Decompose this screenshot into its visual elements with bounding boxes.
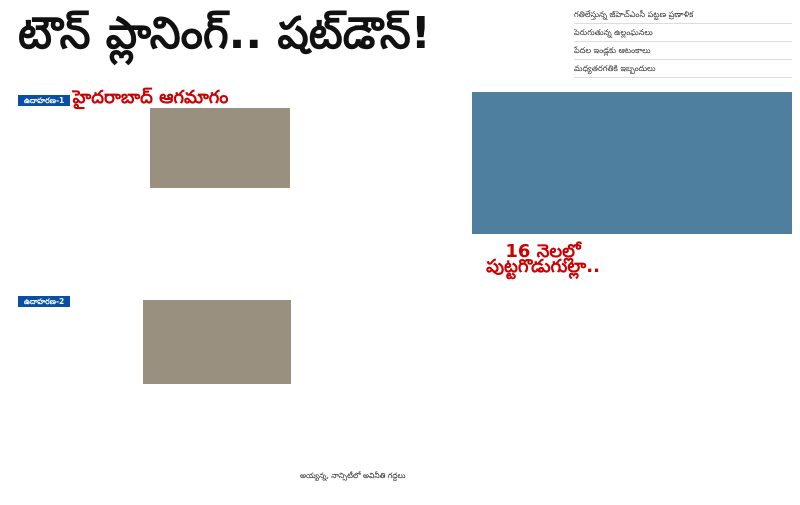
footer-note: అయ్యన్న, నాన్సిటీలో అవినీతి గద్దలు: [300, 471, 406, 480]
photo: [143, 300, 291, 384]
bullet-list: [574, 6, 792, 78]
bullet: పెరుగుతున్న ఉల్లంఘనలు: [574, 24, 792, 42]
subhead: 16 నెలల్లో పుట్టగొడుగుల్లా..: [486, 241, 600, 277]
example1: [18, 87, 288, 108]
photo: [150, 108, 290, 188]
photo: [472, 92, 792, 234]
bullet: గతిలేస్తున్న జీహెచ్‌ఎంసీ పట్టణ ప్రణాళిక: [574, 6, 792, 24]
example-tag: ఉదాహరణ-2: [18, 296, 70, 307]
city-title: హైదరాబాద్ ఆగమాగం: [72, 87, 229, 108]
subhead-box: [478, 241, 608, 277]
example-tag: ఉదాహరణ-1: [18, 95, 70, 106]
headline: టౌన్ ప్లానింగ్.. షట్‌డౌన్!: [18, 8, 431, 59]
bullet: మధ్యతరగతికి ఇబ్బందులు: [574, 60, 792, 78]
bullet: పేదల ఇండ్లకు ఆటంకాలు: [574, 42, 792, 60]
example2: [18, 296, 138, 308]
